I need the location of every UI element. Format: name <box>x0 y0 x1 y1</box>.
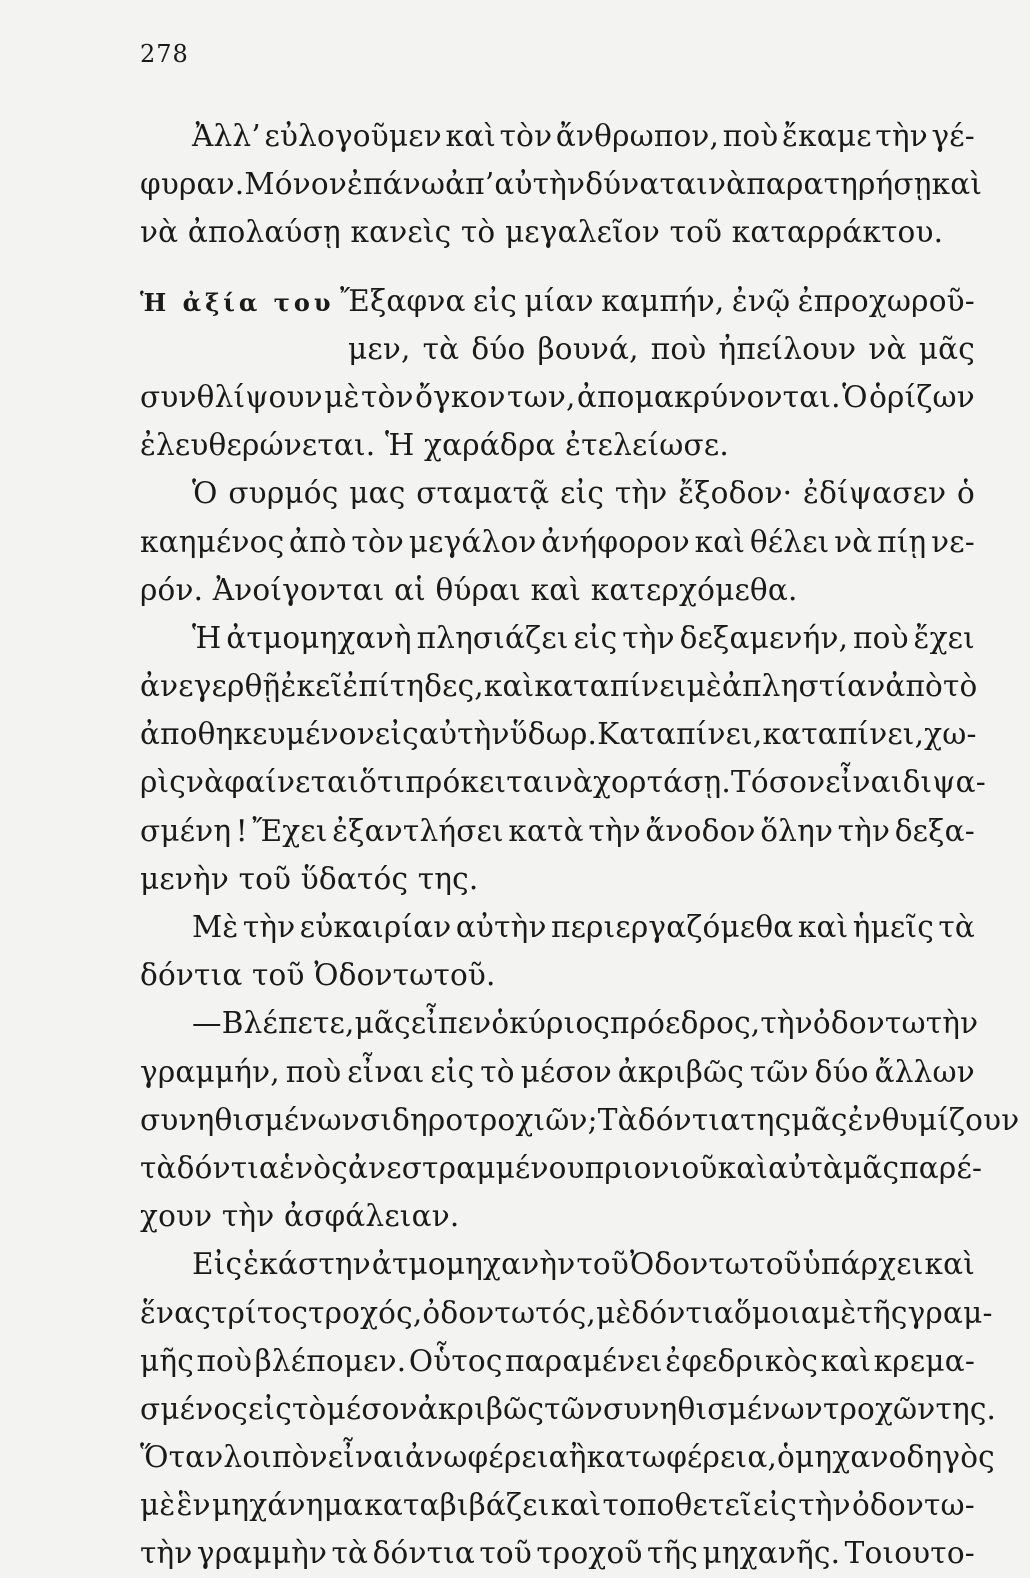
text-line: καημένος ἀπὸ τὸν μεγάλον ἀνήφορον καὶ θέλει νὰ πίῃ νε- <box>140 524 975 559</box>
text-line: ρὶς νὰ φαίνεται ὅτι πρόκειται νὰ χορτάσῃ. Τόσον εἶναι διψα- <box>140 765 986 800</box>
text-line: μῆς ποὺ βλέπομεν. Οὗτος παραμένει ἐφεδρικὸς καὶ κρεμα- <box>140 1343 975 1378</box>
text-line: ἐλευθερώνεται. Ἡ χαράδρα ἐτελείωσε. <box>140 428 729 463</box>
text-line: Ἀλλ’ εὐλογοῦμεν καὶ τὸν ἄνθρωπον, ποὺ ἔκαμε τὴν γέ- <box>192 119 975 153</box>
text-line: συνηθισμένων σιδηροτροχιῶν; Τὰ δόντια της μᾶς ἐνθυμίζουν <box>140 1102 1020 1137</box>
text-line: τὰ δόντια ἑνὸς ἀνεστραμμένου πριονιοῦ καὶ αὐτὰ μᾶς παρέ- <box>140 1150 983 1185</box>
text-line: συνθλίψουν μὲ τὸν ὄγκον των, ἀπομακρύνονται. Ὁ ὁρίζων <box>140 379 975 414</box>
text-line: ἀποθηκευμένον εἰς αὐτὴν ὕδωρ. Καταπίνει, καταπίνει, χω- <box>140 717 977 752</box>
text-line: μὲ ἓν μηχάνημα καταβιβάζει καὶ τοποθετεῖ εἰς τὴν ὀδοντω- <box>140 1488 975 1523</box>
text-line: Ὅταν λοιπὸν εἶναι ἀνωφέρεια ἢ κατωφέρεια, ὁ μηχανοδηγὸς <box>140 1440 995 1475</box>
text-line: Μὲ τὴν εὐκαιρίαν αὐτὴν περιεργαζόμεθα καὶ ἡμεῖς τὰ <box>192 910 975 944</box>
text-line: μενὴν τοῦ ὕδατός της. <box>140 861 479 896</box>
text-line: τὴν γραμμὴν τὰ δόντια τοῦ τροχοῦ τῆς μηχανῆς. Τοιουτο- <box>140 1536 975 1571</box>
text-line: σμένος εἰς τὸ μέσον ἀκριβῶς τῶν συνηθισμένων τροχῶν της. <box>140 1391 997 1426</box>
text-line: μεν, τὰ δύο βουνά, ποὺ ἠπείλουν νὰ μᾶς <box>348 331 975 366</box>
text-line: Εἰς ἑκάστην ἀτμομηχανὴν τοῦ Ὀδοντωτοῦ ὑπάρχει καὶ <box>192 1247 975 1282</box>
text-line: ἀνεγερθῇ ἐκεῖ ἐπίτηδες, καὶ καταπίνει μὲ ἀπληστίαν ἀπὸ τὸ <box>140 669 978 704</box>
body-text <box>140 112 1020 1578</box>
text-line: νὰ ἀπολαύσῃ κανεὶς τὸ μεγαλεῖον τοῦ καταρράκτου. <box>140 215 944 250</box>
text-line: δόντια τοῦ Ὀδοντωτοῦ. <box>140 958 496 993</box>
side-heading: Ἡ ἀξία του <box>140 287 335 317</box>
text-line: Ὁ συρμός μας σταματᾷ εἰς τὴν ἔξοδον· ἐδίψασεν ὁ <box>192 476 975 511</box>
text-line: φυραν. Μόνον ἐπάνω ἀπ’ αὐτὴν δύναται νὰ παρατηρήσῃ καὶ <box>140 167 983 202</box>
page-number: 278 <box>140 40 189 68</box>
text-line: — Βλέπετε, μᾶς εἶπεν ὁ κύριος πρόεδρος, τὴν ὀδοντωτὴν <box>192 1006 979 1041</box>
text-line: γραμμήν, ποὺ εἶναι εἰς τὸ μέσον ἀκριβῶς τῶν δύο ἄλλων <box>140 1054 975 1089</box>
text-line: Ἡ ἀτμομηχανὴ πλησιάζει εἰς τὴν δεξαμενήν, ποὺ ἔχει <box>192 620 975 655</box>
text-line: ρόν. Ἀνοίγονται αἱ θύραι καὶ κατερχόμεθα. <box>140 572 798 607</box>
text-line: χουν τὴν ἀσφάλειαν. <box>140 1199 460 1234</box>
text-line: Ἡ ἀξία του Ἔξαφνα εἰς μίαν καμπήν, ἐνῷ ἐπροχωροῦ- <box>140 277 975 325</box>
text-line: σμένη ! Ἔχει ἐξαντλήσει κατὰ τὴν ἄνοδον ὅλην τὴν δεξα- <box>140 813 975 848</box>
text-line: ἕνας τρίτος τροχός, ὀδοντωτός, μὲ δόντια ὅμοια μὲ τῆς γραμ- <box>140 1295 993 1330</box>
